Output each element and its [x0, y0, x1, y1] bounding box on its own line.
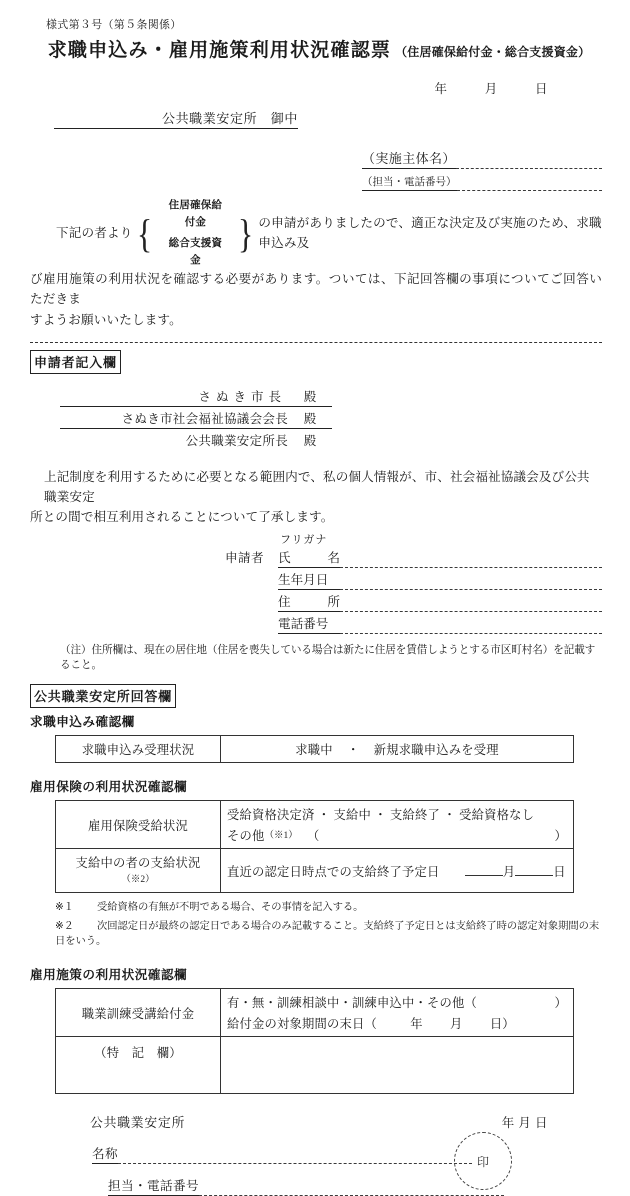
- insurance-row1-value[interactable]: [221, 801, 574, 849]
- recipient-row-2: [60, 409, 332, 429]
- dashed-separator: [30, 342, 602, 343]
- insurance-row1-label: 雇用保険受給状況: [56, 801, 221, 849]
- field-input-address[interactable]: [340, 598, 602, 612]
- brace-item-2: 総合支援資金: [168, 238, 223, 266]
- applicant-section-heading: 申請者記入欄: [30, 350, 121, 374]
- footer-name-input[interactable]: [118, 1150, 472, 1164]
- field-row-phone: [278, 613, 602, 634]
- policy-row1-label: 職業訓練受講給付金: [56, 989, 221, 1037]
- brace-items: [155, 198, 236, 269]
- jobseek-label: 求職申込み受理状況: [56, 736, 221, 763]
- policy-subheading: 雇用施策の利用状況確認欄: [30, 968, 188, 983]
- footer-office-row: [30, 1112, 602, 1131]
- table-row: [56, 736, 574, 763]
- footer-contact-row: [30, 1175, 504, 1196]
- insurance-row2-month-label: 月: [502, 864, 516, 879]
- policy-row1-year[interactable]: 年: [410, 1017, 423, 1032]
- intro-after-brace: の申請がありましたので、適正な決定及び実施のため、求職申込み及: [258, 215, 602, 250]
- jobseek-options[interactable]: [221, 736, 574, 763]
- insurance-row2-day-label: 日: [553, 864, 566, 879]
- insurance-row2-text: 直近の認定日時点での支給終了予定日: [227, 864, 440, 879]
- implementing-body-contact-row: [362, 174, 602, 191]
- insurance-note-2-mark: ※２: [55, 921, 74, 933]
- field-label-address-right: 所: [327, 595, 340, 610]
- recipient-name-2: さぬき市社会福祉協議会会長: [121, 411, 288, 426]
- consent-line-1: 上記制度を利用するために必要となる範囲内で、私の個人情報が、市、社会福祉協議会及び公共職業安定: [44, 469, 590, 505]
- insurance-subheading: 雇用保険の利用状況確認欄: [30, 780, 188, 795]
- header-date-day: 日: [534, 82, 548, 96]
- policy-row1-month[interactable]: 月: [450, 1017, 463, 1032]
- policy-row1-day[interactable]: 日）: [489, 1017, 515, 1032]
- footer-office-label: 公共職業安定所: [90, 1116, 186, 1131]
- field-label-address: [278, 591, 340, 612]
- insurance-row2-label: [56, 849, 221, 893]
- intro-lead: 下記の者より: [56, 225, 133, 240]
- table-row: [56, 801, 574, 849]
- insurance-note-2: [55, 917, 602, 947]
- field-label-name: [278, 547, 340, 568]
- policy-row1-line1-row[interactable]: [227, 993, 567, 1011]
- consent-line-2: 所との間で相互利用されることについて了承します。: [30, 510, 334, 525]
- policy-row1-line1-close: ）: [554, 996, 567, 1011]
- recipient-row-3: [60, 431, 332, 450]
- insurance-row2-month-input[interactable]: [465, 875, 503, 876]
- applicant-fields: [264, 531, 602, 634]
- hellowork-addressee: 公共職業安定所 御中: [54, 108, 298, 129]
- field-label-address-left: 住: [277, 595, 291, 610]
- jobseek-table: [55, 735, 574, 763]
- header-date-year: 年: [434, 82, 448, 96]
- implementing-body-contact-input[interactable]: [457, 178, 603, 191]
- field-row-name: [278, 547, 602, 568]
- insurance-row1-options[interactable]: 受給資格決定済 ・ 支給中 ・ 支給終了 ・ 受給資格なし: [227, 808, 535, 823]
- intro-brace-line: [30, 198, 602, 269]
- policy-table: [55, 988, 574, 1094]
- applicant-label: 申請者: [225, 551, 264, 566]
- footer-name-label: 名称: [92, 1143, 118, 1164]
- jobseek-subheading: 求職申込み確認欄: [30, 715, 135, 730]
- insurance-paren-close: ）: [554, 829, 567, 844]
- footer-contact-label: 担当・電話番号: [108, 1175, 199, 1196]
- insurance-note-2-text: 次回認定日が最終の認定日である場合のみ記載すること。支給終了予定日とは支給終了時の認定対象期間の末日をいう。: [55, 921, 600, 948]
- jobseek-option-2[interactable]: 新規求職申込みを受理: [373, 743, 499, 758]
- insurance-note-1-text: 受給資格の有無が不明である場合、その事情を記入する。: [97, 902, 364, 914]
- recipient-name-3: 公共職業安定所長: [185, 433, 288, 448]
- insurance-paren-open: （: [307, 829, 320, 844]
- hellowork-addressee-row: [30, 108, 602, 129]
- policy-row2-label: （特 記 欄）: [56, 1037, 221, 1094]
- recipient-name-1: さぬき市長: [198, 389, 286, 404]
- field-input-name[interactable]: [340, 554, 602, 568]
- seal-text: 印: [476, 1154, 489, 1169]
- intro-line-2: び雇用施策の利用状況を確認する必要があります。ついては、下記回答欄の事項についてご回答いただきま: [30, 272, 602, 307]
- table-row: [56, 1037, 574, 1094]
- policy-row1-value[interactable]: [221, 989, 574, 1037]
- insurance-row1-other-mark: （※1）: [264, 831, 298, 842]
- insurance-note-1: [55, 898, 602, 913]
- footer-date-line: [502, 1113, 602, 1131]
- insurance-row1-other[interactable]: その他: [227, 829, 265, 844]
- title-subtitle: （住居確保給付金・総合支援資金）: [395, 45, 591, 59]
- field-row-address: [278, 591, 602, 612]
- recipient-honorific-2: 殿: [303, 411, 317, 426]
- implementing-body-name-label: （実施主体名）: [362, 148, 456, 169]
- seal-stamp-icon: [454, 1132, 512, 1190]
- field-input-birthdate[interactable]: [340, 576, 602, 590]
- footer-date-month: 月: [518, 1116, 532, 1131]
- footer-date-day: 日: [534, 1116, 548, 1131]
- recipient-honorific-3: 殿: [303, 433, 317, 448]
- address-note: （注）住所欄は、現在の居住地（住居を喪失している場合は新たに住居を賃借しようとする市区町村名）を記載すること。: [60, 645, 596, 672]
- header-date-month: 月: [484, 82, 498, 96]
- implementing-body-name-input[interactable]: [456, 156, 602, 169]
- consent-paragraph: [30, 467, 602, 527]
- field-label-phone: 電話番号: [278, 613, 340, 634]
- applicant-fields-block: [30, 531, 602, 634]
- insurance-row2-day-input[interactable]: [515, 875, 553, 876]
- brace-group: { 住居確保給付金 総合支援資金 }: [135, 198, 255, 269]
- title-main: 求職申込み・雇用施策利用状況確認票: [47, 40, 392, 61]
- intro-line-3: すようお願いいたします。: [30, 313, 182, 328]
- recipient-honorific-1: 殿: [303, 389, 317, 404]
- furigana-label: フリガナ: [279, 534, 328, 547]
- implementing-body-name-row: [362, 148, 602, 169]
- insurance-row2-label-text: 支給中の者の支給状況: [75, 856, 201, 871]
- table-row: [56, 849, 574, 893]
- form-number: 様式第３号（第５条関係）: [46, 19, 182, 31]
- footer-office-block: [30, 1112, 602, 1196]
- policy-row1-line1[interactable]: 有・無・訓練相談中・訓練申込中・その他（: [227, 996, 477, 1011]
- policy-row1-line2: 給付金の対象期間の末日（: [227, 1017, 377, 1032]
- field-input-phone[interactable]: [340, 620, 602, 634]
- footer-contact-input[interactable]: [199, 1182, 504, 1196]
- field-row-birthdate: [278, 569, 602, 590]
- brace-item-1: 住居確保給付金: [168, 200, 223, 228]
- footer-date-year: 年: [501, 1116, 515, 1131]
- insurance-row2-value[interactable]: [221, 849, 574, 893]
- policy-row2-value[interactable]: [221, 1037, 574, 1094]
- header-date-line: [30, 79, 602, 97]
- insurance-table: [55, 800, 574, 893]
- implementing-body-contact-label: （担当・電話番号）: [362, 174, 457, 191]
- field-label-birthdate: 生年月日: [278, 569, 340, 590]
- field-label-name-right: 名: [327, 551, 340, 566]
- recipient-row-1: [60, 387, 332, 407]
- table-row: [56, 989, 574, 1037]
- field-label-name-left: 氏: [277, 551, 291, 566]
- jobseek-separator: ・: [347, 743, 360, 758]
- hellowork-section-heading: 公共職業安定所回答欄: [30, 684, 176, 708]
- footer-name-row: [30, 1143, 472, 1164]
- jobseek-option-1[interactable]: 求職中: [295, 743, 333, 758]
- insurance-row2-label-mark: （※2）: [121, 875, 155, 886]
- insurance-note-1-mark: ※１: [55, 902, 74, 914]
- intro-paragraph: [30, 198, 602, 331]
- implementing-body-block: [30, 148, 602, 191]
- policy-row1-line2-row[interactable]: [227, 1014, 567, 1032]
- insurance-row1-other-row[interactable]: [227, 826, 567, 844]
- page-title: [30, 35, 602, 62]
- recipient-list: [30, 387, 602, 450]
